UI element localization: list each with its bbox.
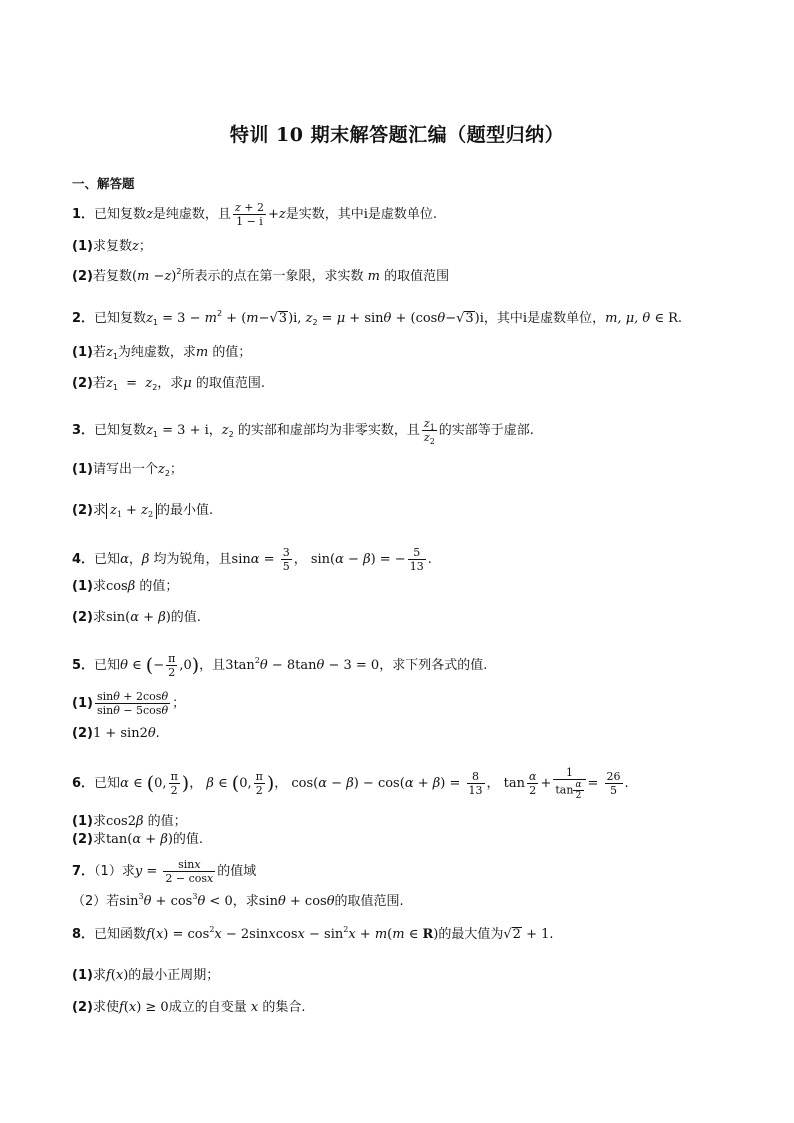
problem-1: 1．已知复数z是纯虚数，且 $\frac{z + 2}{1 - i}$ +z是实数，其中i是虚数单位. bbox=[72, 201, 438, 228]
problem-2-number: 2． bbox=[72, 311, 95, 326]
problem-5-part-1: (1) $\frac{\sin\theta + 2\cos\theta}{\sin\theta - 5\cos\theta}$ ； bbox=[72, 690, 186, 717]
problem-5-part-2: (2)1 + sin2θ. bbox=[72, 726, 160, 741]
problem-4: 4．已知α，β 均为锐角，且sinα = $\frac{3}{5}$ ， sin(α − β) = − $\frac{5}{13}$ . bbox=[72, 546, 432, 573]
problem-8-number: 8． bbox=[72, 927, 95, 942]
problem-8-part-2: (2)求使f(x) ≥ 0成立的自变量 x 的集合. bbox=[72, 1000, 306, 1015]
section-heading: 一、解答题 bbox=[72, 176, 135, 191]
problem-7-number: 7． bbox=[72, 864, 95, 879]
problem-3: 3．已知复数$z_1 = 3 + i$，$z_2$ 的实部和虚部均为非零实数，且 $\frac{z_1}{z_2}$ 的实部等于虚部. bbox=[72, 417, 534, 446]
problem-6: 6．已知α ∈ (0, $\frac{\pi}{2}$ )， β ∈ (0, $\frac{\pi}{2}$ )， cos(α − β) − cos(α + β) = $\frac{8}{13}$ ， tan $\frac{\alpha}{2}$ + 1 tan $\frac{\alpha}{2}$ = $\frac{26}{5}$ . bbox=[72, 766, 629, 801]
problem-2-part-2: (2)若$z_1 = z_2$，求μ 的取值范围. bbox=[72, 376, 266, 392]
problem-2: 2．已知复数$z_1 = 3 - m^2 + (m-√3)i$, $z_2 = \mu + \sin\theta + (\cos\theta-√3)i$，其中i是虚数单位，m, μ, θ ∈ R. bbox=[72, 309, 683, 327]
problem-2-part-1: (1)若$z_1$为纯虚数，求m 的值； bbox=[72, 345, 252, 361]
fraction: $\frac{\sin\theta + 2\cos\theta}{\sin\theta - 5\cos\theta}$ bbox=[96, 690, 169, 717]
fraction: $\frac{\sin x}{2 - \cos x}$ bbox=[165, 858, 214, 885]
problem-8: 8．已知函数$f(x) = \cos^2x$ − 2sinxcosx − $\sin^2x + m(m$ ∈ R)的最大值为√2 + 1. bbox=[72, 925, 554, 942]
fraction: $\frac{3}{5}$ bbox=[282, 546, 290, 573]
fraction: $\frac{z_1}{z_2}$ bbox=[423, 417, 435, 446]
problem-6-part-2: (2)求tan(α + β)的值. bbox=[72, 832, 204, 847]
problem-1-number: 1． bbox=[72, 207, 95, 222]
problem-3-part-1: (1)请写出一个$z_2$； bbox=[72, 462, 183, 478]
fraction: $\frac{\pi}{2}$ bbox=[170, 770, 178, 797]
fraction: $\frac{8}{13}$ bbox=[468, 770, 483, 797]
problem-1-part-2: (2)若复数$(m -z)^2$所表示的点在第一象限，求实数 m 的取值范围 bbox=[72, 267, 450, 284]
problem-1-part-1: (1)求复数z； bbox=[72, 239, 152, 254]
fraction: $\frac{\alpha}{2}$ bbox=[529, 770, 537, 797]
fraction: 1 tan $\frac{\alpha}{2}$ bbox=[553, 766, 585, 801]
fraction: $\frac{5}{13}$ bbox=[409, 546, 424, 573]
page-title: 特训 10 期末解答题汇编（题型归纳） bbox=[229, 124, 565, 146]
fraction: $\frac{\pi}{2}$ bbox=[255, 770, 263, 797]
fraction: $\frac{z + 2}{1 - i}$ bbox=[234, 201, 264, 228]
problem-7: 7．（1）求y = $\frac{\sin x}{2 - \cos x}$ 的值域 bbox=[72, 858, 257, 885]
problem-4-number: 4． bbox=[72, 552, 95, 567]
problem-4-part-2: (2)求sin(α + β)的值. bbox=[72, 610, 201, 625]
problem-7-part-2: （2）若$\sin^3\theta + \cos^3\theta < 0$，求sinθ + cosθ的取值范围. bbox=[72, 892, 404, 909]
fraction: $\frac{26}{5}$ bbox=[606, 770, 621, 797]
problem-6-number: 6． bbox=[72, 776, 95, 791]
problem-3-part-2: (2)求 $z_1 + z_2$ 的最小值. bbox=[72, 503, 214, 519]
problem-5: 5．已知θ ∈ (− $\frac{\pi}{2}$ ,0)，且$3\tan^2\theta - 8\tan\theta - 3 = 0$，求下列各式的值. bbox=[72, 652, 488, 679]
fraction: $\frac{\pi}{2}$ bbox=[168, 652, 176, 679]
problem-3-number: 3． bbox=[72, 423, 95, 438]
problem-8-part-1: (1)求f(x)的最小正周期； bbox=[72, 968, 220, 983]
problem-6-part-1: (1)求cos2β 的值； bbox=[72, 814, 187, 829]
problem-4-part-1: (1)求cosβ 的值； bbox=[72, 579, 179, 594]
problem-5-number: 5． bbox=[72, 658, 95, 673]
